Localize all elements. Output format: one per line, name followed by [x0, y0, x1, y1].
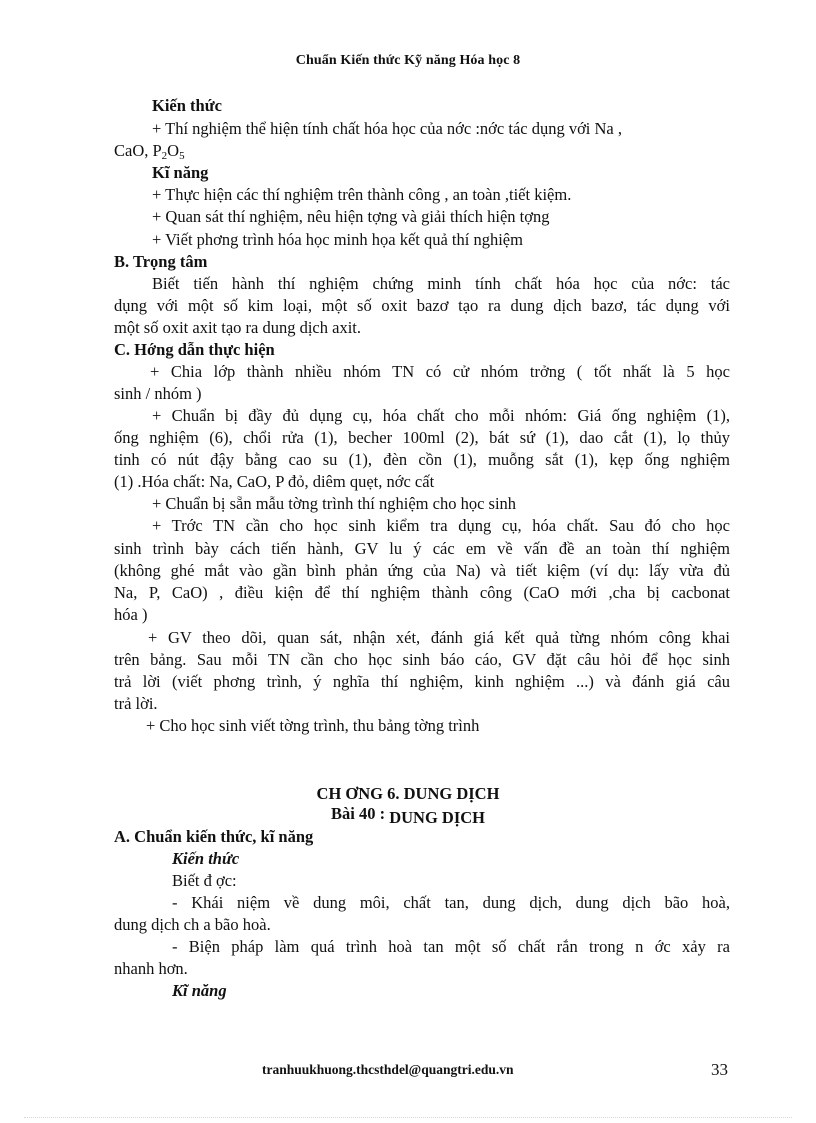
text-line: + Trớc TN cần cho học sinh kiểm tra dụng cụ, hóa chất. Sau đó cho học — [152, 516, 730, 535]
text-line: nhanh hơn. — [114, 959, 188, 978]
text-line: Biết đ ợc: — [172, 871, 237, 890]
text-line: + Chuẩn bị đầy đủ dụng cụ, hóa chất cho mỗi nhóm: Giá ống nghiệm (1), — [152, 406, 730, 425]
heading-kien-thuc-2: Kiến thức — [172, 849, 240, 868]
heading-chuan-kien-thuc: A. Chuẩn kiến thức, kĩ năng — [114, 827, 314, 846]
text-line: - Biện pháp làm quá trình hoà tan một số chất rắn trong n ớc xảy ra — [172, 937, 730, 956]
heading-ki-nang: Kĩ năng — [152, 163, 209, 182]
text-line: trả lời. — [114, 694, 158, 713]
text-line: hóa ) — [114, 605, 148, 624]
text-line: + Thí nghiệm thể hiện tính chất hóa học của nớc :nớc tác dụng với Na , — [152, 119, 623, 138]
text-line: Biết tiến hành thí nghiệm chứng minh tính chất hóa học của nớc: tác — [152, 274, 730, 293]
text-line: + Thực hiện các thí nghiệm trên thành công , an toàn ,tiết kiệm. — [152, 185, 572, 204]
text-line: + Viết phơng trình hóa học minh họa kết quả thí nghiệm — [152, 230, 523, 249]
text-line: + Chia lớp thành nhiều nhóm TN có cử nhóm trởng ( tốt nhất là 5 học — [150, 362, 730, 381]
text-line: - Khái niệm về dung môi, chất tan, dung dịch, dung dịch bão hoà, — [172, 893, 730, 912]
footer-email: tranhuukhuong.thcsthdel@quangtri.edu.vn — [262, 1062, 514, 1077]
text-line: ống nghiệm (6), chổi rửa (1), becher 100ml (2), bát sứ (1), dao cắt (1), lọ thủy — [114, 428, 730, 447]
running-header: Chuẩn Kiến thức Kỹ năng Hóa học 8 — [295, 53, 521, 68]
text-line: một số oxit axit tạo ra dung dịch axit. — [114, 318, 362, 337]
text-line: (1) .Hóa chất: Na, CaO, P đỏ, diêm quẹt, nớc cất — [114, 472, 435, 491]
text-line: Na, P, CaO) , điều kiện để thí nghiệm thành công (CaO mới ,cha bị cacbonat — [114, 583, 730, 602]
text-line: dung dịch ch a bão hoà. — [114, 915, 271, 934]
text-line: sinh trình bày cách tiến hành, GV lu ý các em về vấn đề an toàn thí nghiệm — [114, 539, 730, 558]
text-line: tinh có nút đậy bằng cao su (1), đèn cồn (1), muỗng sắt (1), kẹp ống nghiệm — [114, 450, 730, 469]
chapter-title: CH ƠNG 6. DUNG DỊCH — [316, 784, 500, 803]
heading-ki-nang-2: Kĩ năng — [172, 981, 227, 1000]
text-line: trên bảng. Sau mỗi TN cần cho học sinh báo cáo, GV đặt câu hỏi để học sinh — [114, 650, 730, 669]
heading-trong-tam: B. Trọng tâm — [114, 252, 208, 271]
heading-kien-thuc: Kiến thức — [152, 96, 222, 115]
text-line: (không ghé mắt vào gần bình phản ứng của Na) và tiết kiệm (ví dụ: lấy vừa đủ — [114, 561, 730, 580]
text-line: dụng với một số kim loại, một số oxit bazơ tạo ra dung dịch bazơ, tác dụng với — [114, 296, 730, 315]
text-line: + Quan sát thí nghiệm, nêu hiện tợng và giải thích hiện tợng — [152, 207, 550, 226]
heading-huong-dan: C. Hớng dẫn thực hiện — [114, 340, 275, 359]
text-line: + Chuẩn bị sẵn mẫu tờng trình thí nghiệm cho học sinh — [152, 494, 517, 513]
page-number: 33 — [711, 1060, 728, 1079]
lesson-title: Bài 40 : DUNG DỊCH — [330, 804, 485, 827]
text-line-formula: CaO, $P_2O_5$ — [114, 141, 185, 162]
page-bottom-divider — [24, 1117, 792, 1118]
text-line: trả lời (viết phơng trình, ý nghĩa thí nghiệm, kinh nghiệm ...) và đánh giá câu — [114, 672, 730, 691]
text-line: sinh / nhóm ) — [114, 384, 202, 403]
text-line: + GV theo dõi, quan sát, nhận xét, đánh giá kết quả từng nhóm công khai — [148, 628, 730, 647]
text-line: + Cho học sinh viết tờng trình, thu bảng tờng trình — [146, 716, 480, 735]
